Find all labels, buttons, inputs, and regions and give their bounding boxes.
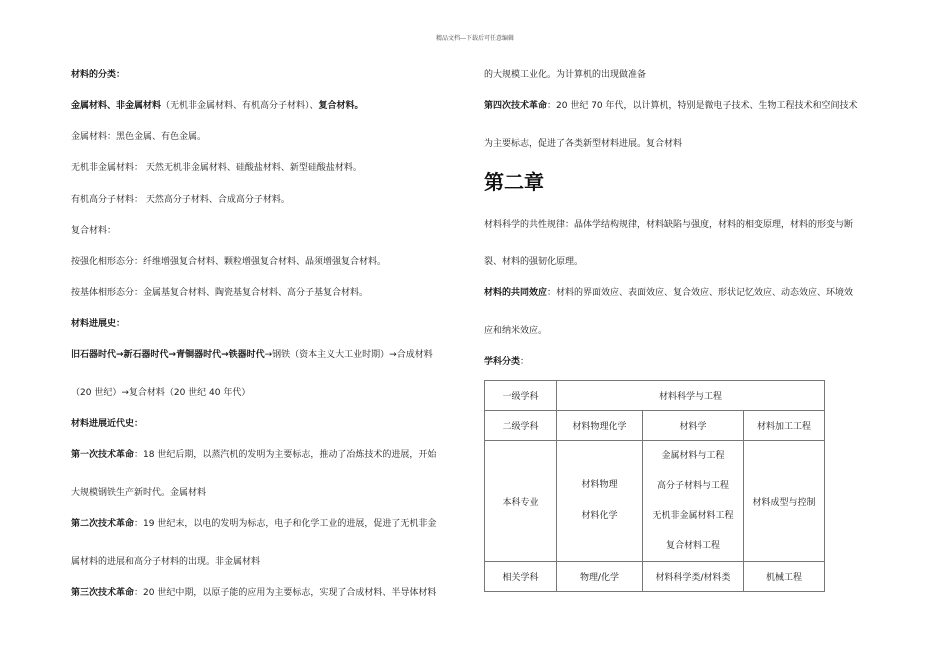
heading-material-history: 材料进展史：	[71, 319, 126, 329]
table-cell: 一级学科	[485, 381, 557, 411]
text-line: 复合材料：	[71, 226, 117, 236]
table-cell: 二级学科	[485, 411, 557, 441]
table-row	[485, 562, 825, 592]
table-row	[485, 381, 825, 411]
table-cell: 材料物理化学	[557, 411, 643, 441]
text-line: 应和纳米效应。	[484, 326, 548, 336]
page-header: 精品文档---下载后可任意编辑	[435, 35, 515, 42]
table-cell: 金属材料与工程 高分子材料与工程 无机非金属材料工程 复合材料工程	[643, 441, 744, 562]
text-line: 金属材料：黑色金属、有色金属。	[71, 132, 207, 142]
discipline-table	[484, 380, 825, 592]
table-row	[485, 411, 825, 441]
table-cell: 物理/化学	[557, 562, 643, 592]
text-line: 旧石器时代→新石器时代→青铜器时代→铁器时代→钢铁（资本主义大工业时期）→合成材料	[71, 350, 433, 360]
text-line: 材料的共同效应：材料的界面效应、表面效应、复合效应、形状记忆效应、动态效应、环境效	[484, 288, 854, 298]
text-line: 第二次技术革命：19 世纪末，以电的发明为标志，电子和化学工业的进展，促进了无机非金	[71, 519, 437, 529]
text-line: 有机高分子材料： 天然高分子材料、合成高分子材料。	[71, 195, 290, 205]
text-line: 为主要标志，促进了各类新型材料进展。复合材料	[484, 139, 683, 149]
text-line: 裂、材料的强韧化原理。	[484, 257, 584, 267]
table-cell: 材料学	[643, 411, 744, 441]
text-line: 按强化相形态分：纤维增强复合材料、颗粒增强复合材料、晶须增强复合材料。	[71, 257, 387, 267]
text-line: 无机非金属材料： 天然无机非金属材料、硅酸盐材料、新型硅酸盐材料。	[71, 163, 362, 173]
text-line: 第四次技术革命：20 世纪 70 年代，以计算机，特别是微电子技术、生物工程技术和空间技术	[484, 101, 858, 111]
heading-material-classification: 材料的分类：	[71, 70, 126, 80]
chapter-title: 第二章	[484, 170, 544, 194]
table-cell: 材料科学类/材料类	[643, 562, 744, 592]
text-line: 第三次技术革命：20 世纪中期，以原子能的应用为主要标志，实现了合成材料、半导体材料	[71, 588, 437, 598]
heading-discipline-classification: 学科分类：	[484, 357, 530, 367]
table-cell: 机械工程	[744, 562, 825, 592]
table-cell: 材料物理 材料化学	[557, 441, 643, 562]
heading-modern-history: 材料进展近代史：	[71, 419, 144, 429]
text-line: 按基体相形态分：金属基复合材料、陶瓷基复合材料、高分子基复合材料。	[71, 288, 369, 298]
text-line: （20 世纪）→复合材料（20 世纪 40 年代）	[71, 388, 251, 398]
text-line: 的大规模工业化。为计算机的出现做准备	[484, 70, 647, 80]
text-line: 大规模钢铁生产新时代。金属材料	[71, 488, 207, 498]
table-row	[485, 441, 825, 562]
table-cell: 材料科学与工程	[557, 381, 825, 411]
text-line: 材料科学的共性规律：晶体学结构规律，材料缺陷与强度，材料的相变原理，材料的形变与断	[484, 220, 854, 230]
table-cell: 本科专业	[485, 441, 557, 562]
table-cell: 相关学科	[485, 562, 557, 592]
text-line: 属材料的进展和高分子材料的出现。非金属材料	[71, 557, 261, 567]
text-line: 第一次技术革命：18 世纪后期，以蒸汽机的发明为主要标志，推动了冶炼技术的进展，开始	[71, 450, 437, 460]
table-cell: 材料成型与控制	[744, 441, 825, 562]
table-cell: 材料加工工程	[744, 411, 825, 441]
text-line: 金属材料、非金属材料（无机非金属材料、有机高分子材料）、复合材料。	[71, 101, 364, 111]
